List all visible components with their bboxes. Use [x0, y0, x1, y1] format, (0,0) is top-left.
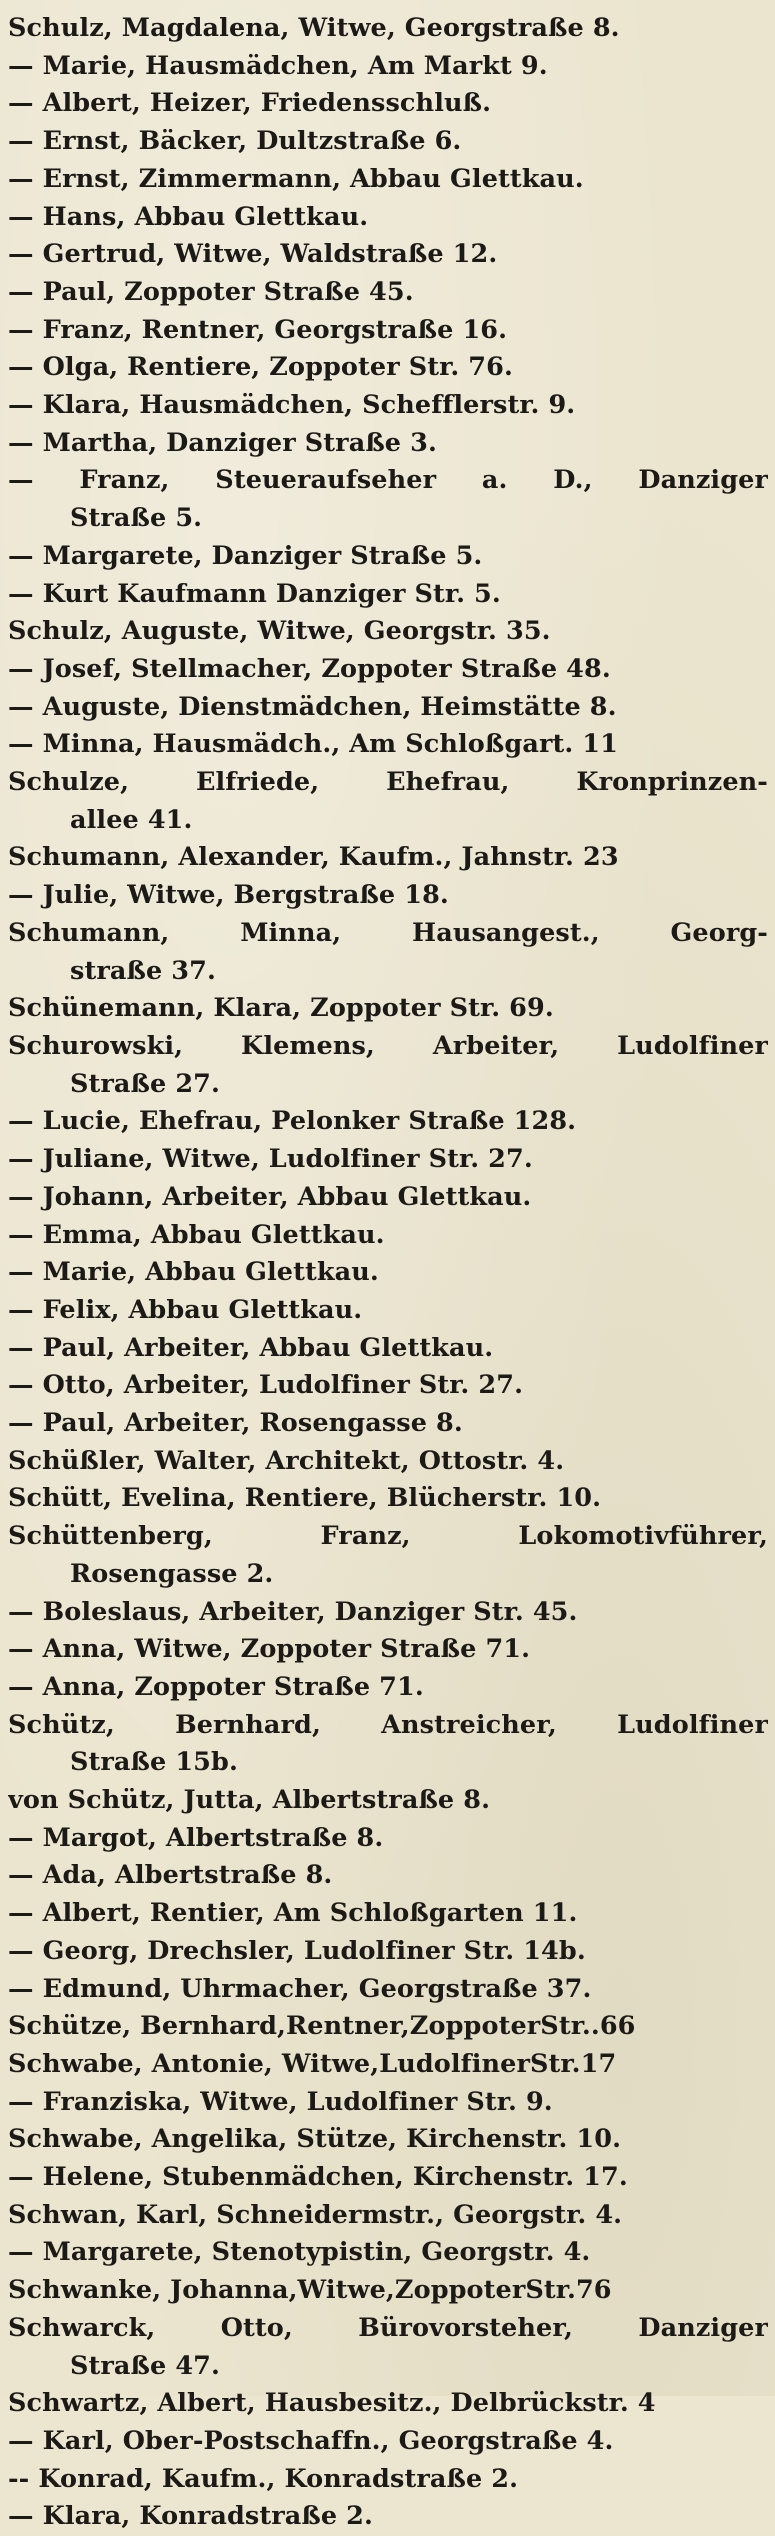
directory-entry: -- Konrad, Kaufm., Konradstraße 2.: [8, 2463, 519, 2494]
directory-entry: — Georg, Drechsler, Ludolfiner Str. 14b.: [8, 1935, 586, 1966]
entry-line-1: — Franz, Steueraufseher a. D., Danziger: [8, 465, 768, 496]
directory-entry: — Kurt Kaufmann Danziger Str. 5.: [8, 578, 501, 609]
directory-entry: — Emma, Abbau Glettkau.: [8, 1219, 385, 1250]
directory-entry: — Lucie, Ehefrau, Pelonker Straße 128.: [8, 1106, 577, 1137]
directory-entry: [8, 915, 768, 990]
directory-entry: — Juliane, Witwe, Ludolfiner Str. 27.: [8, 1144, 533, 1175]
directory-entry: Schüßler, Walter, Architekt, Ottostr. 4.: [8, 1445, 565, 1476]
entry-line-2: Straße 27.: [70, 1068, 220, 1099]
entry-line-2: straße 37.: [70, 955, 216, 986]
directory-entry: — Edmund, Uhrmacher, Georgstraße 37.: [8, 1973, 592, 2004]
address-directory-list: [8, 10, 768, 2536]
directory-entry: — Karl, Ober-Postschaffn., Georgstraße 4.: [8, 2426, 614, 2456]
directory-entry: Schütt, Evelina, Rentiere, Blücherstr. 10.: [8, 1483, 602, 1514]
directory-entry: Schulz, Auguste, Witwe, Georgstr. 35.: [8, 616, 551, 647]
directory-entry: — Marie, Abbau Glettkau.: [8, 1257, 379, 1288]
entry-line-2: Straße 5.: [70, 503, 203, 534]
directory-entry: — Otto, Arbeiter, Ludolfiner Str. 27.: [8, 1370, 524, 1401]
directory-entry: — Ada, Albertstraße 8.: [8, 1860, 333, 1891]
directory-entry: [8, 1028, 768, 1103]
directory-entry: Schwanke, Johanna,Witwe,ZoppoterStr.76: [8, 2275, 612, 2306]
directory-entry: — Helene, Stubenmädchen, Kirchenstr. 17.: [8, 2162, 628, 2193]
directory-entry: — Margarete, Danziger Straße 5.: [8, 540, 483, 571]
entry-line-1: Schumann, Minna, Hausangest., Georg-: [8, 917, 768, 948]
directory-entry: [8, 1518, 768, 1593]
entry-line-2: allee 41.: [70, 804, 193, 835]
entry-line-2: Straße 47.: [70, 2350, 220, 2381]
directory-entry: — Martha, Danziger Straße 3.: [8, 427, 437, 458]
directory-entry: — Albert, Rentier, Am Schloßgarten 11.: [8, 1898, 578, 1929]
directory-entry: — Albert, Heizer, Friedensschluß.: [8, 88, 492, 119]
directory-entry: — Franziska, Witwe, Ludolfiner Str. 9.: [8, 2086, 553, 2117]
directory-entry: — Anna, Zoppoter Straße 71.: [8, 1671, 424, 1702]
directory-entry: — Boleslaus, Arbeiter, Danziger Str. 45.: [8, 1596, 578, 1627]
directory-entry: [8, 462, 768, 537]
directory-entry: — Josef, Stellmacher, Zoppoter Straße 48.: [8, 653, 611, 684]
directory-entry: — Julie, Witwe, Bergstraße 18.: [8, 880, 449, 911]
directory-entry: — Paul, Arbeiter, Abbau Glettkau.: [8, 1332, 494, 1363]
directory-entry: [8, 1707, 768, 1782]
directory-entry: — Margot, Albertstraße 8.: [8, 1822, 384, 1853]
directory-entry: — Klara, Konradstraße 2.: [8, 2501, 373, 2532]
directory-entry: — Paul, Zoppoter Straße 45.: [8, 276, 414, 307]
directory-entry: — Auguste, Dienstmädchen, Heimstätte 8.: [8, 691, 617, 722]
directory-entry: — Marie, Hausmädchen, Am Markt 9.: [8, 50, 548, 81]
directory-entry: Schwabe, Antonie, Witwe,LudolfinerStr.17: [8, 2048, 617, 2079]
entry-line-2: Straße 15b.: [70, 1747, 238, 1778]
entry-line-2: Rosengasse 2.: [70, 1558, 274, 1589]
directory-entry: von Schütz, Jutta, Albertstraße 8.: [8, 1785, 491, 1816]
directory-entry: — Hans, Abbau Glettkau.: [8, 201, 369, 232]
directory-entry: — Olga, Rentiere, Zoppoter Str. 76.: [8, 352, 513, 383]
directory-entry: — Franz, Rentner, Georgstraße 16.: [8, 314, 508, 345]
directory-entry: Schwartz, Albert, Hausbesitz., Delbrückstr. 4: [8, 2388, 656, 2419]
directory-entry: Schwan, Karl, Schneidermstr., Georgstr. 4.: [8, 2199, 623, 2230]
entry-line-1: Schütz, Bernhard, Anstreicher, Ludolfiner: [8, 1709, 768, 1740]
directory-entry: Schwabe, Angelika, Stütze, Kirchenstr. 10.: [8, 2124, 622, 2155]
directory-entry: — Paul, Arbeiter, Rosengasse 8.: [8, 1408, 463, 1439]
entry-line-1: Schurowski, Klemens, Arbeiter, Ludolfiner: [8, 1030, 768, 1061]
directory-entry: — Anna, Witwe, Zoppoter Straße 71.: [8, 1634, 531, 1665]
directory-entry: Schünemann, Klara, Zoppoter Str. 69.: [8, 993, 554, 1024]
directory-entry: Schulz, Magdalena, Witwe, Georgstraße 8.: [8, 13, 620, 43]
directory-entry: — Gertrud, Witwe, Waldstraße 12.: [8, 239, 498, 270]
directory-entry: [8, 2310, 768, 2385]
directory-entry: — Margarete, Stenotypistin, Georgstr. 4.: [8, 2237, 591, 2268]
directory-entry: — Klara, Hausmädchen, Schefflerstr. 9.: [8, 390, 576, 421]
entry-line-1: Schüttenberg, Franz, Lokomotivführer,: [8, 1521, 768, 1552]
directory-entry: — Ernst, Bäcker, Dultzstraße 6.: [8, 126, 462, 157]
directory-entry: — Felix, Abbau Glettkau.: [8, 1294, 363, 1325]
directory-entry: [8, 764, 768, 839]
entry-line-1: Schwarck, Otto, Bürovorsteher, Danziger: [8, 2312, 768, 2343]
directory-entry: — Minna, Hausmädch., Am Schloßgart. 11: [8, 729, 618, 760]
directory-entry: Schütze, Bernhard,Rentner,ZoppoterStr..66: [8, 2011, 636, 2042]
directory-entry: Schumann, Alexander, Kaufm., Jahnstr. 23: [8, 842, 619, 873]
directory-entry: — Johann, Arbeiter, Abbau Glettkau.: [8, 1181, 532, 1212]
entry-line-1: Schulze, Elfriede, Ehefrau, Kronprinzen-: [8, 767, 768, 798]
directory-entry: — Ernst, Zimmermann, Abbau Glettkau.: [8, 163, 584, 194]
